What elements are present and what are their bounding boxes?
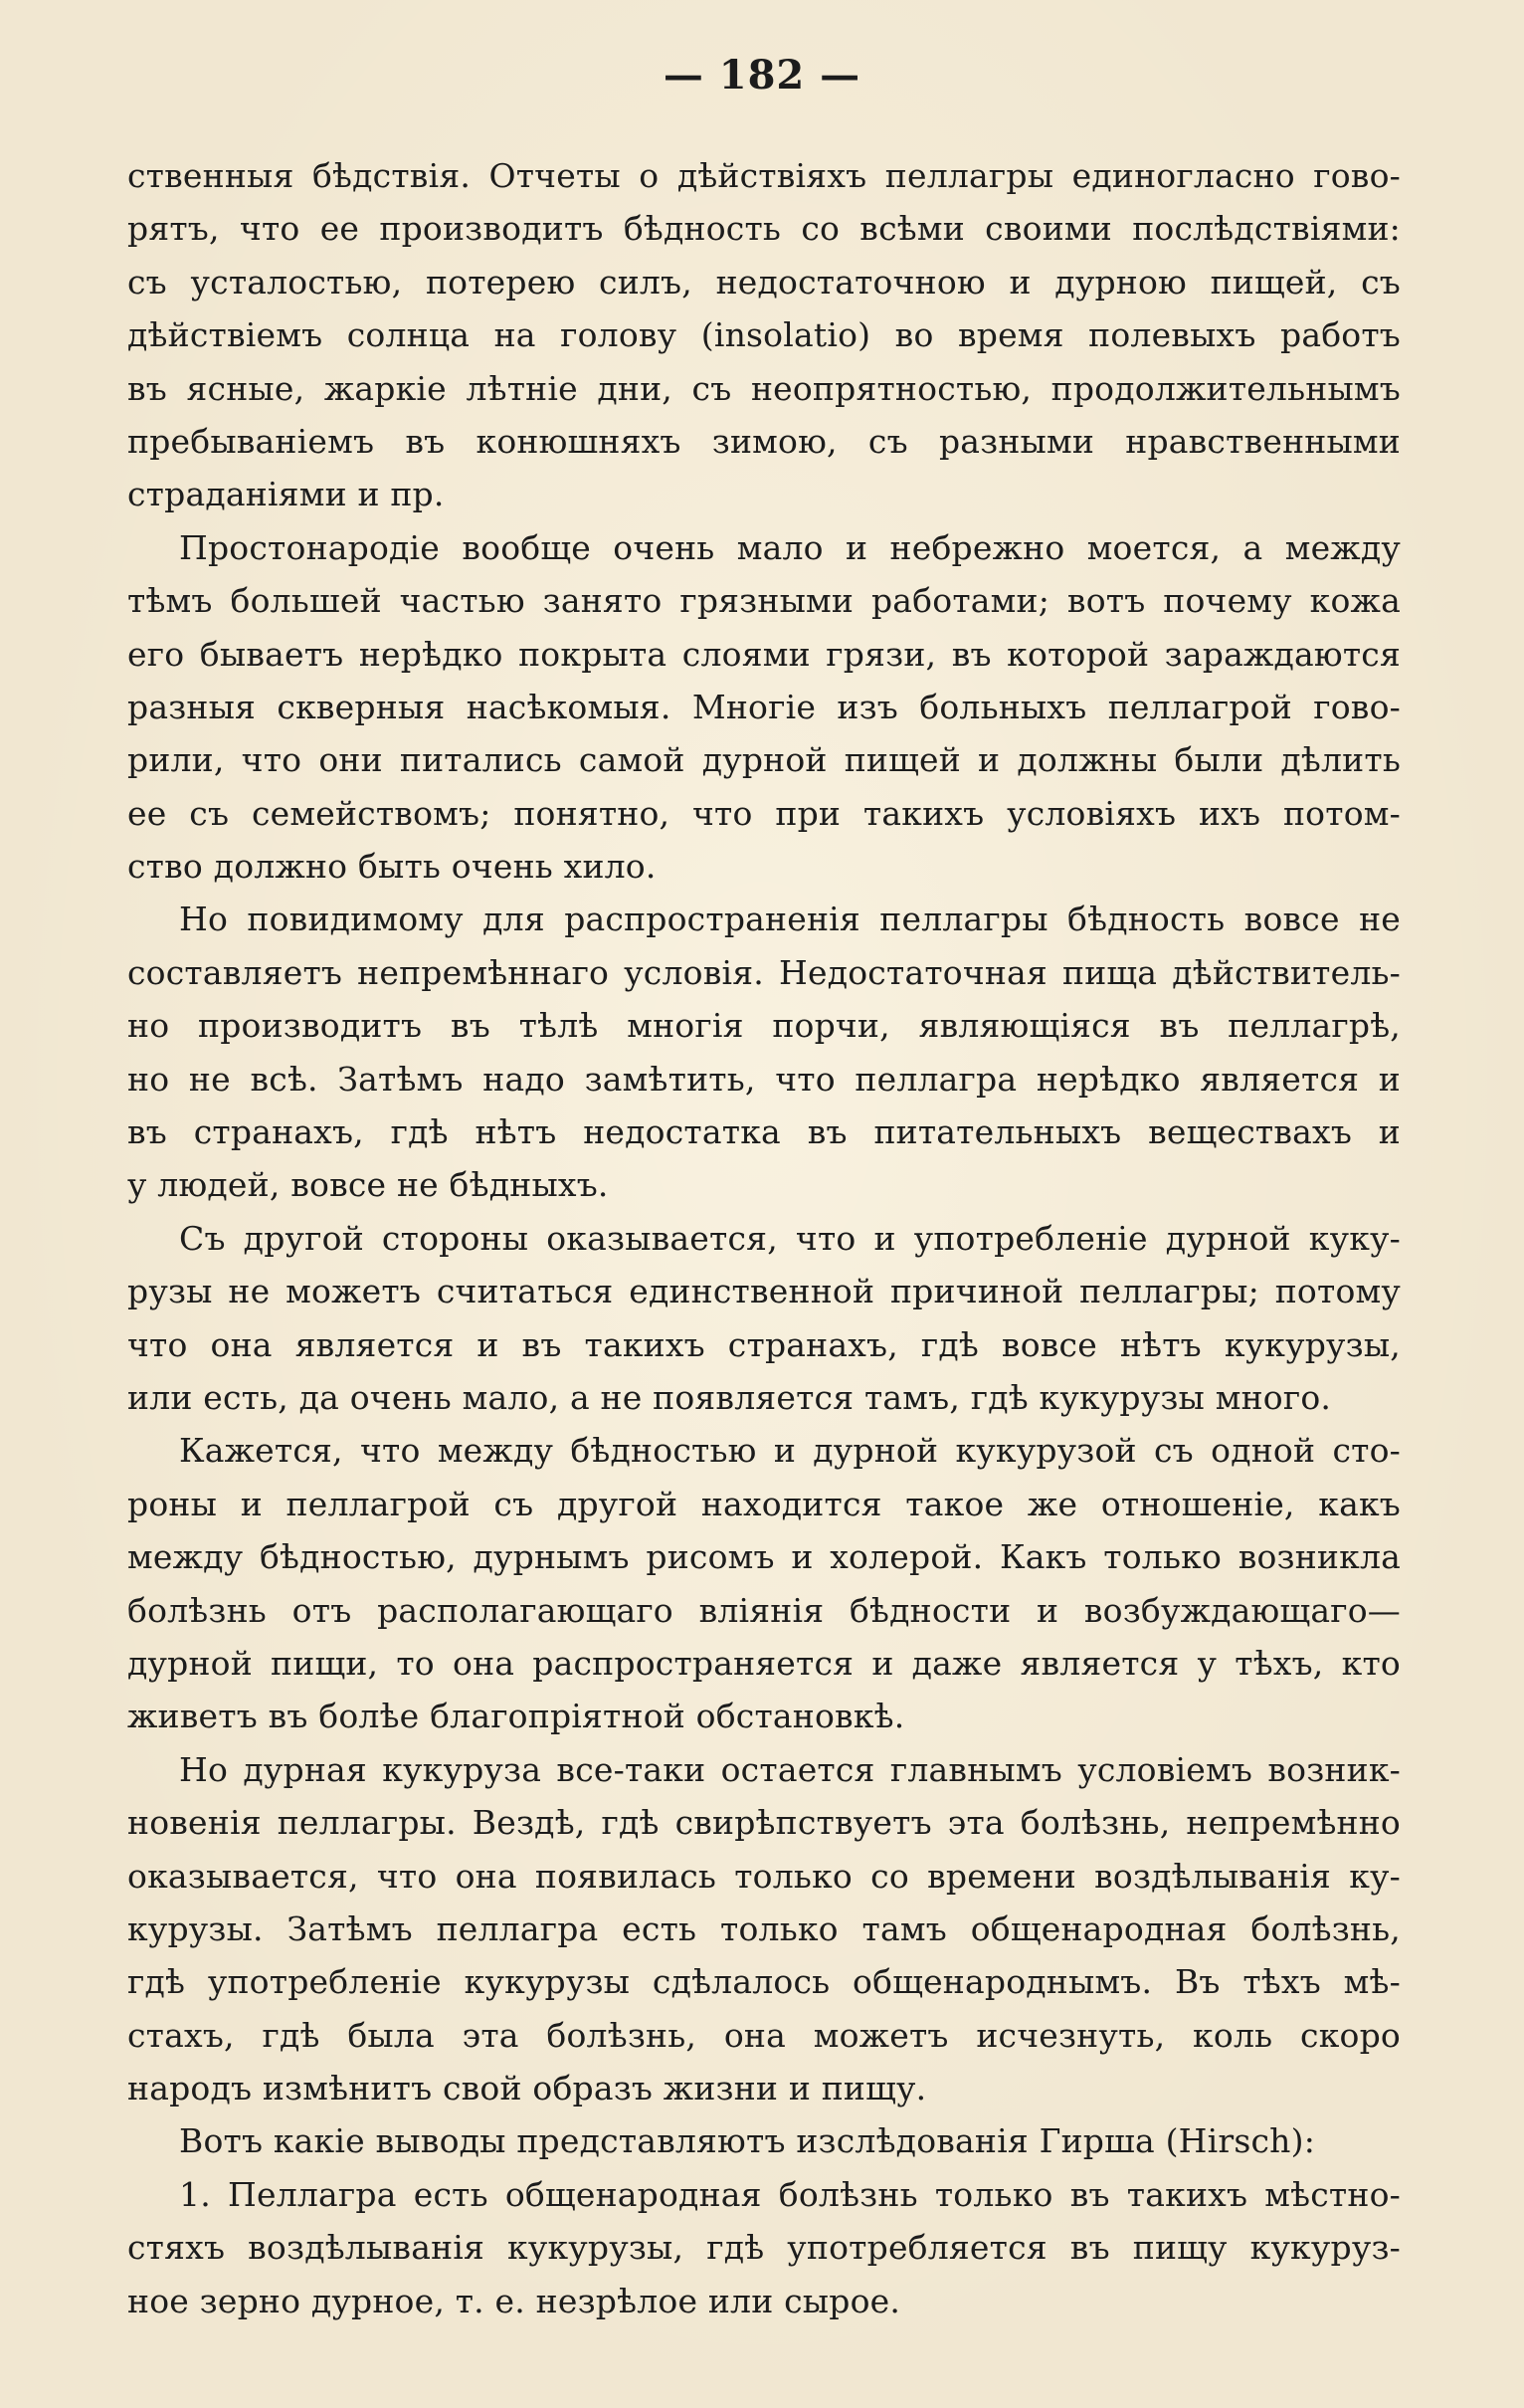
text-line: ство должно быть очень хило. — [127, 847, 657, 887]
text-line: живетъ въ болѣе благопріятной обстановкѣ. — [127, 1697, 905, 1736]
text-line: ное зерно дурное, т. е. незрѣлое или сырое. — [127, 2281, 901, 2320]
text-line: Съ другой стороны оказывается, что и употребленіе дурной куку- — [179, 1218, 1401, 1258]
text-line: между бѣдностью, дурнымъ рисомъ и холерой. Какъ только возникла — [127, 1537, 1401, 1577]
text-line: пребываніемъ въ конюшняхъ зимою, съ разными нравственными — [127, 421, 1401, 461]
text-line: съ усталостью, потерею силъ, недостаточною и дурною пищей, съ — [127, 262, 1401, 301]
text-line: Кажется, что между бѣдностью и дурной кукурузой съ одной сто- — [179, 1431, 1401, 1471]
text-line: ственныя бѣдствія. Отчеты о дѣйствіяхъ пеллагры единогласно гово- — [127, 156, 1401, 195]
text-line: у людей, вовсе не бѣдныхъ. — [127, 1165, 609, 1205]
body-text — [127, 149, 1401, 2327]
text-line: курузы. Затѣмъ пеллагра есть только тамъ общенародная болѣзнь, — [127, 1908, 1401, 1948]
text-line: болѣзнь отъ располагающаго вліянія бѣдности и возбуждающаго— — [127, 1590, 1401, 1630]
text-line: стахъ, гдѣ была эта болѣзнь, она можетъ исчезнуть, коль скоро — [127, 2015, 1401, 2055]
text-line: стяхъ воздѣлыванія кукурузы, гдѣ употребляется въ пищу кукуруз- — [127, 2228, 1401, 2268]
text-line: народъ измѣнитъ свой образъ жизни и пищу. — [127, 2069, 927, 2108]
text-line: составляетъ непремѣннаго условія. Недостаточная пища дѣйствитель- — [127, 952, 1401, 992]
text-line: Простонародіе вообще очень мало и небрежно моется, а между — [179, 527, 1401, 567]
text-line: рузы не можетъ считаться единственной причиной пеллагры; потому — [127, 1272, 1401, 1311]
text-line: Вотъ какіе выводы представляютъ изслѣдованія Гирша (Hirsch): — [179, 2121, 1316, 2161]
text-line: но не всѣ. Затѣмъ надо замѣтить, что пеллагра нерѣдко является и — [127, 1059, 1401, 1099]
text-line: въ ясные, жаркіе лѣтніе дни, съ неопрятностью, продолжительнымъ — [127, 368, 1401, 408]
text-line: или есть, да очень мало, а не появляется тамъ, гдѣ кукурузы много. — [127, 1377, 1332, 1417]
text-line: ее съ семействомъ; понятно, что при такихъ условіяхъ ихъ потом- — [127, 793, 1401, 833]
text-line: тѣмъ большей частью занято грязными работами; вотъ почему кожа — [127, 581, 1401, 621]
page-number: — 182 — — [663, 52, 861, 99]
text-line: роны и пеллагрой съ другой находится такое же отношеніе, какъ — [127, 1484, 1401, 1523]
text-line: гдѣ употребленіе кукурузы сдѣлалось общенароднымъ. Въ тѣхъ мѣ- — [127, 1962, 1401, 2002]
text-line: Но дурная кукуруза все-таки остается главнымъ условіемъ возник- — [179, 1749, 1401, 1789]
text-line: оказывается, что она появилась только со времени воздѣлыванія ку- — [127, 1856, 1401, 1896]
text-line: что она является и въ такихъ странахъ, гдѣ вовсе нѣтъ кукурузы, — [127, 1324, 1401, 1364]
text-line: рили, что они питались самой дурной пищей и должны были дѣлить — [127, 740, 1401, 780]
text-line: 1. Пеллагра есть общенародная болѣзнь только въ такихъ мѣстно- — [179, 2174, 1401, 2214]
text-line: его бываетъ нерѣдко покрыта слоями грязи, въ которой зараждаются — [127, 634, 1401, 674]
text-line: дурной пищи, то она распространяется и даже является у тѣхъ, кто — [127, 1643, 1401, 1683]
text-line: дѣйствіемъ солнца на голову (insolatio) во время полевыхъ работъ — [127, 315, 1401, 355]
text-line: въ странахъ, гдѣ нѣтъ недостатка въ питательныхъ веществахъ и — [127, 1112, 1401, 1152]
text-line: новенія пеллагры. Вездѣ, гдѣ свирѣпствуетъ эта болѣзнь, непремѣнно — [127, 1803, 1401, 1843]
text-line: но производитъ въ тѣлѣ многія порчи, являющіяся въ пеллагрѣ, — [127, 1006, 1401, 1046]
text-line: разныя скверныя насѣкомыя. Многіе изъ больныхъ пеллагрой гово- — [127, 687, 1401, 726]
text-line: страданіями и пр. — [127, 475, 445, 514]
text-line: Но повидимому для распространенія пеллагры бѣдность вовсе не — [179, 900, 1401, 939]
text-line: рятъ, что ее производитъ бѣдность со всѣми своими послѣдствіями: — [127, 209, 1401, 249]
